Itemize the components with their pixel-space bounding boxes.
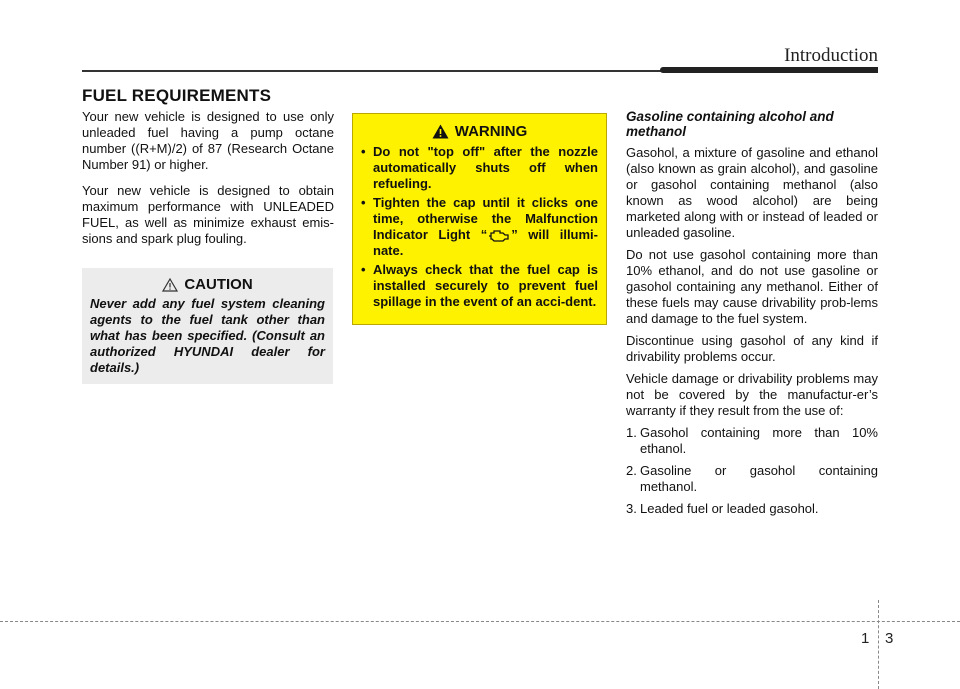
list-item [626,501,878,517]
list-text: Gasoline or gasohol containing methanol. [640,463,878,494]
caution-triangle-icon [162,278,178,292]
caution-box [82,268,333,384]
list-item [626,463,878,495]
subsection-heading: Gasoline containing alcohol and methanol [626,109,834,139]
warning-header [361,123,598,140]
page-header-title: Introduction [784,45,878,66]
list-number: 2. [626,463,637,478]
list-number: 3. [626,501,637,516]
warning-title: WARNING [454,123,528,140]
paragraph: Your new vehicle is designed to obtain maximum performance with UNLEADED FUEL, as well as minimize exhaust emis-sions and spark plug fouling. [82,183,334,246]
paragraph: Do not use gasohol containing more than 10% ethanol, and do not use gasoline or gasohol containing any methanol. Either of these fuels may cause drivability prob-lems and damage to the fuel system. [626,247,878,326]
chapter-number: 1 [861,630,870,647]
numbered-list [626,425,878,517]
footer-rule [0,621,960,622]
warning-item-text: ” will illumi-nate. [373,227,598,258]
warning-item: • Do not "top off" after the nozzle automatically shuts off when refueling. [361,144,598,192]
column-right [626,109,878,523]
page-number: 3 [885,630,894,647]
warning-item [361,195,598,259]
caution-text: Never add any fuel system cleaning agents to the fuel tank other than what has been specified. (Consult an authorized HYUNDAI dealer for details.) [90,296,325,375]
section-title: FUEL REQUIREMENTS [82,86,272,105]
engine-check-icon [488,229,510,243]
list-item [626,425,878,457]
caution-title: CAUTION [184,276,253,293]
paragraph: Vehicle damage or drivability problems may not be covered by the manufactur-er’s warranty if they result from the use of: [626,371,878,418]
warning-item: • Always check that the fuel cap is installed securely to prevent fuel spillage in the event of an acci-dent. [361,262,598,310]
caution-header [90,276,325,293]
list-number: 1. [626,425,637,440]
warning-box [352,113,607,325]
list-text: Gasohol containing more than 10% ethanol. [640,425,878,456]
paragraph: Discontinue using gasohol of any kind if drivability problems occur. [626,333,878,364]
warning-triangle-icon [432,124,449,139]
paragraph: Gasohol, a mixture of gasoline and ethanol (also known as grain alcohol), and gasoline or gasohol containing methanol (also known as wood alcohol) are being marketed along with or instead of leaded or unleaded gasoline. [626,145,878,240]
paragraph: Your new vehicle is designed to use only unleaded fuel having a pump octane number ((R+M)/2) of 87 (Research Octane Number 91) or higher. [82,109,334,172]
warning-list [361,144,598,310]
list-text: Leaded fuel or leaded gasohol. [640,501,819,516]
header-accent-bar [660,67,878,73]
column-left [82,109,334,257]
warning-item-text: Tighten the cap until it clicks one time, otherwise the Malfunction Indicator Light “ [373,195,598,242]
footer-divider [878,600,879,689]
